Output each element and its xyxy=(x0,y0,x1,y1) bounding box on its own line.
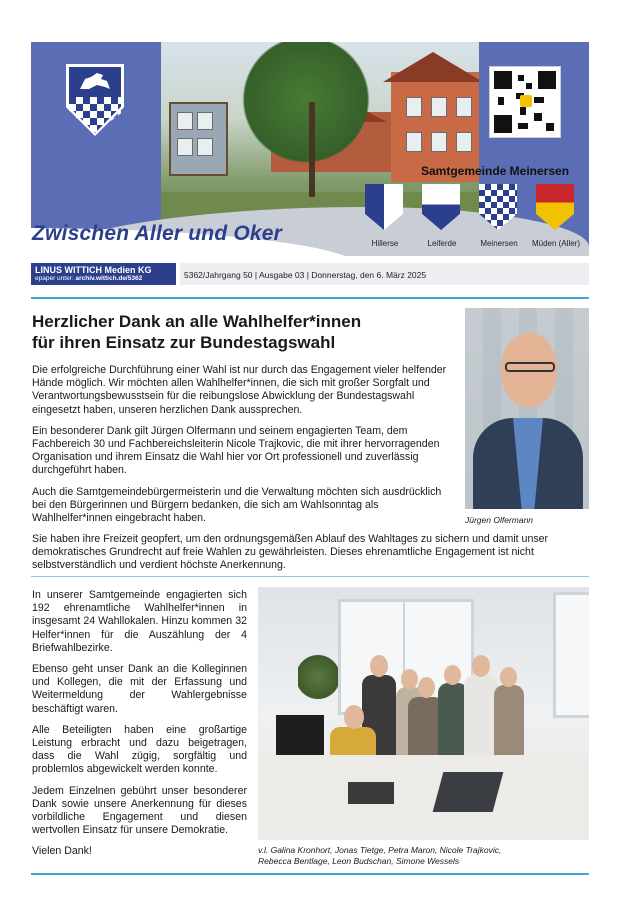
article-top xyxy=(32,311,452,533)
divider xyxy=(31,576,589,577)
divider xyxy=(31,297,589,299)
horse-icon xyxy=(77,69,113,95)
paragraph: Auch die Samtgemeindebürgermeisterin und die Verwaltung möchten sich ausdrücklich bei den Bürgerinnen und Bürgern bedanken, die sich am Wahlsonntag als Wahlhelfer*innen eingebracht haben. xyxy=(32,485,442,525)
paragraph: Sie haben ihre Freizeit geopfert, um den ordnungsgemäßen Ablauf des Wahltages zu sichern und damit unser demokratisches Grundrecht auf freie Wahlen zu gewährleisten. Dieses ehrenamtliche Engagement ist nicht selbstverständlich und verdient höchste Anerkennung. xyxy=(32,533,549,572)
paragraph: Ein besonderer Dank gilt Jürgen Olfermann und seinem engagierten Team, dem Fachbereich 30 und Fachbereichsleiterin Nicole Trajkovic, die mit ihrer hervorragenden Organisation und ihrem Einsatz die Wahl hier vor Ort professionell und zuverlässig durchgeführt haben. xyxy=(32,424,440,477)
municipality-label: Meinersen xyxy=(480,239,518,248)
portrait-caption: Jürgen Olfermann xyxy=(465,515,534,525)
leiferde-crest-icon xyxy=(422,184,460,230)
publisher-box xyxy=(31,263,176,285)
paragraph: Ebenso geht unser Dank an die Kolleginnen und Kollegen, die mit der Erfassung und Weitermeldung der Wahlergebnisse beschäftigt waren. xyxy=(32,663,247,715)
samtgemeinde-label: Samtgemeinde Meinersen xyxy=(420,164,570,178)
issue-bar xyxy=(180,263,589,285)
municipality-label: Müden (Aller) xyxy=(531,239,580,248)
article-bottom xyxy=(32,589,247,867)
mueden-crest-icon xyxy=(536,184,574,230)
paragraph: Jedem Einzelnen gebührt unser besonderer Dank sowie unsere Anerkennung für dieses vorbildliche Engagement und diesen wertvollen Einsatz für unsere Demokratie. xyxy=(32,784,247,837)
qr-code-icon[interactable] xyxy=(489,66,561,138)
paragraph: Alle Beteiligten haben eine großartige Leistung erbracht und dazu beigetragen, dass die Wahl zügig, sorgfältig und problemlos abgewickelt werden konnte. xyxy=(32,723,247,776)
caption-line: v.l. Galina Kronhort, Jonas Tietge, Petra Maron, Nicole Trajkovic, xyxy=(258,845,502,855)
epaper-link[interactable]: archiv.wittich.de/5362 xyxy=(75,275,143,282)
meinersen-crest-icon xyxy=(479,184,517,230)
article-middle xyxy=(32,533,590,581)
group-photo xyxy=(258,587,589,840)
closing: Vielen Dank! xyxy=(32,845,92,858)
caption-line: Rebecca Bentlage, Leon Budschan, Simone Wessels xyxy=(258,855,460,866)
group-photo-caption xyxy=(258,845,589,866)
issue-line: 5362/Jahrgang 50 | Ausgabe 03 | Donnerstag, den 6. März 2025 xyxy=(184,270,427,280)
paragraph: In unserer Samtgemeinde engagierten sich 192 ehrenamtliche Wahlhelfer*innen in insgesamt 24 Wahllokalen. Hinzu kommen 32 Helfer*innen für die Auszählung der 4 Briefwahlbezirke. xyxy=(32,589,247,654)
publisher-name: LINUS WITTICH Medien KG xyxy=(35,265,152,275)
portrait-photo xyxy=(465,308,589,509)
hillerse-crest-icon xyxy=(365,184,403,230)
municipality-label: Leiferde xyxy=(427,239,457,248)
paragraph: Die erfolgreiche Durchführung einer Wahl ist nur durch das Engagement vieler helfender Hände möglich. Wir möchten allen Wahlhelfer*innen, die sich mit großer Sorgfalt und Verantwortungsbewusstsein für die reibungslose Abwicklung der Bundestagswahl eingesetzt haben, unseren herzlichen Dank aussprechen. xyxy=(32,364,447,416)
municipality-label: Hillerse xyxy=(371,239,399,248)
headline-line-1: Herzlicher Dank an alle Wahlhelfer*innen xyxy=(32,312,362,331)
headline-line-2: für ihren Einsatz zur Bundestagswahl xyxy=(32,333,336,352)
divider xyxy=(31,873,589,875)
newspaper-title: Zwischen Aller und Oker xyxy=(32,222,283,245)
epaper-label: epaper unter: xyxy=(35,275,74,282)
